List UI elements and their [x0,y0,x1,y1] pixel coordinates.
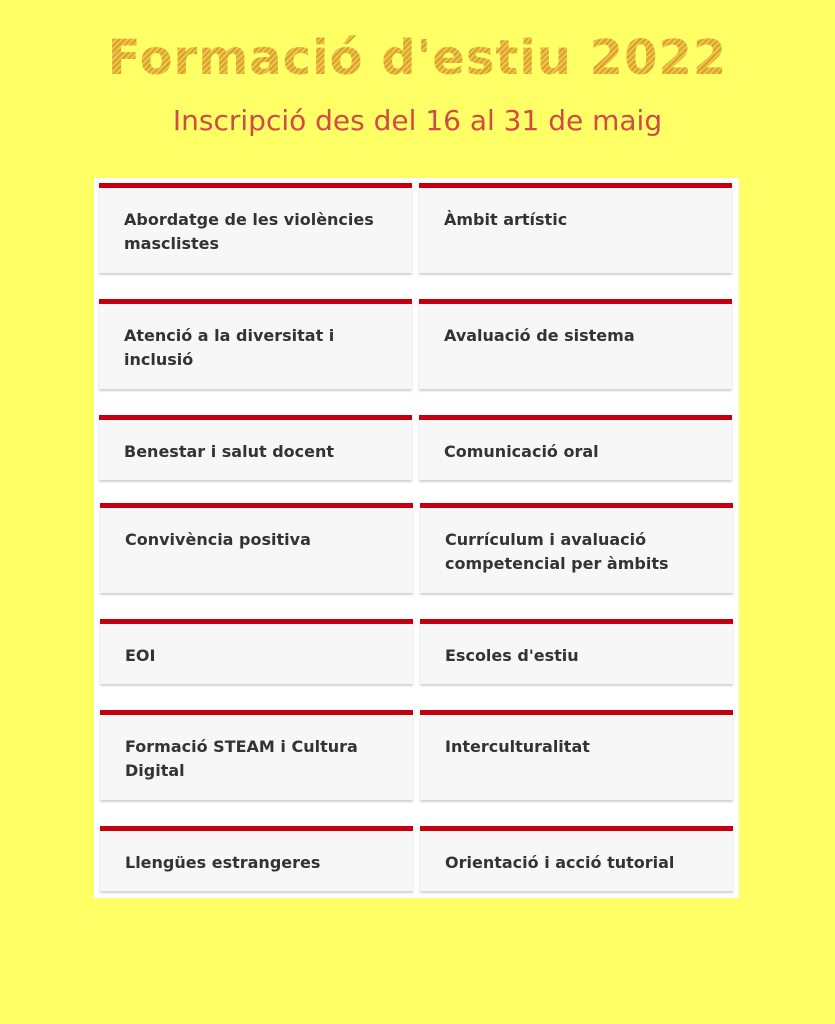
category-card[interactable] [419,299,732,389]
category-card-label: Atenció a la diversitat i inclusió [124,326,335,369]
category-card[interactable] [100,710,413,800]
category-card[interactable] [420,619,733,684]
category-card-label: Interculturalitat [445,737,590,756]
category-card-label: Escoles d'estiu [445,646,579,665]
category-card-label: Llengües estrangeres [125,853,321,872]
category-card-label: Comunicació oral [444,442,599,461]
category-card-label: Abordatge de les violències masclistes [124,210,374,253]
category-card[interactable] [100,503,413,593]
category-card[interactable] [99,299,412,389]
category-card-label: Avaluació de sistema [444,326,635,345]
category-card[interactable] [99,183,412,273]
category-card-label: Formació STEAM i Cultura Digital [125,737,358,780]
page-title: Formació d'estiu 2022 [0,30,835,86]
category-card-label: Àmbit artístic [444,210,568,229]
category-card[interactable] [420,826,733,891]
category-card[interactable] [99,415,412,480]
category-card[interactable] [419,415,732,480]
category-card[interactable] [420,710,733,800]
page-subtitle: Inscripció des del 16 al 31 de maig [172,104,663,137]
category-grid [94,178,739,898]
category-card-label: Benestar i salut docent [124,442,335,461]
category-card[interactable] [420,503,733,593]
category-card-label: Convivència positiva [125,530,311,549]
category-card[interactable] [100,619,413,684]
category-card[interactable] [419,183,732,273]
category-card-label: Currículum i avaluació competencial per àmbits [445,530,669,573]
category-card-label: EOI [125,646,156,665]
category-card[interactable] [100,826,413,891]
category-card-label: Orientació i acció tutorial [445,853,675,872]
